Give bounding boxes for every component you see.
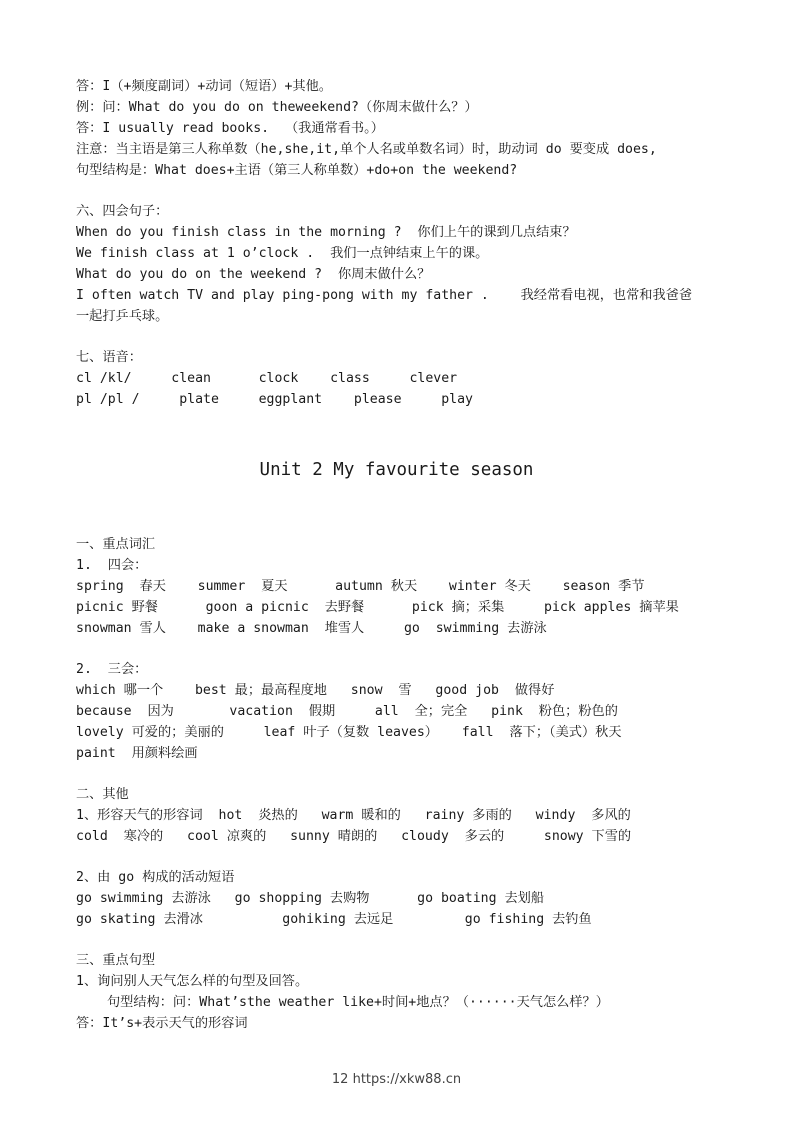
text-line: picnic 野餐 goon a picnic 去野餐 pick 摘；采集 pick apples 摘苹果: [76, 600, 679, 615]
text-line: What do you do on the weekend ? 你周末做什么？: [76, 267, 431, 282]
text-line: When do you finish class in the morning ? 你们上午的课到几点结束？: [76, 225, 576, 240]
text-line: 1、形容天气的形容词 hot 炎热的 warm 暖和的 rainy 多雨的 windy 多风的: [76, 808, 631, 823]
text-line: cl /kl/ clean clock class clever: [76, 371, 458, 386]
text-line: 2. 三会：: [76, 662, 148, 677]
page-footer: 12 https://xkw88.cn: [331, 1072, 462, 1087]
text-line: 句型结构是：What does+主语（第三人称单数）+do+on the weekend?: [76, 163, 518, 178]
section-heading: 二、其他: [76, 787, 129, 802]
unit-title: Unit 2 My favourite season: [259, 460, 534, 480]
text-line: paint 用颜料绘画: [76, 746, 198, 761]
text-line: 答：I（+频度副词）+动词（短语）+其他。: [76, 79, 332, 94]
text-line: We finish class at 1 o’clock . 我们一点钟结束上午的课。: [76, 246, 489, 261]
text-line: go swimming 去游泳 go shopping 去购物 go boating 去划船: [76, 891, 545, 906]
text-line: 2、由 go 构成的活动短语: [76, 870, 235, 885]
text-line: cold 寒冷的 cool 凉爽的 sunny 晴朗的 cloudy 多云的 snowy 下雪的: [76, 829, 632, 844]
text-line: which 哪一个 best 最；最高程度地 snow 雪 good job 做得好: [76, 683, 555, 698]
text-line: because 因为 vacation 假期 all 全；完全 pink 粉色；粉色的: [76, 704, 618, 719]
section-heading: 三、重点句型: [76, 953, 156, 968]
text-line: 1、询问别人天气怎么样的句型及回答。: [76, 974, 309, 989]
text-line: pl /pl / plate eggplant please play: [76, 392, 473, 407]
section-heading: 六、四会句子：: [76, 204, 169, 219]
text-line: 1. 四会：: [76, 558, 148, 573]
text-line: 例：问：What do you do on theweekend?（你周末做什么？）: [76, 100, 478, 115]
text-line: 注意：当主语是第三人称单数（he,she,it,单个人名或单数名词）时，助动词 do 要变成 does,: [76, 142, 657, 157]
text-line: 句型结构：问：What’sthe weather like+时间+地点？（······天气怎么样？）: [107, 995, 609, 1010]
text-line: spring 春天 summer 夏天 autumn 秋天 winter 冬天 season 季节: [76, 579, 645, 594]
text-line: go skating 去滑冰 gohiking 去远足 go fishing 去钓鱼: [76, 912, 592, 927]
text-line: lovely 可爱的；美丽的 leaf 叶子（复数 leaves） fall 落下；（美式）秋天: [76, 725, 622, 740]
text-line: 答：It’s+表示天气的形容词: [76, 1016, 248, 1031]
text-line: 一起打乒乓球。: [76, 309, 169, 324]
text-line: snowman 雪人 make a snowman 堆雪人 go swimming 去游泳: [76, 621, 547, 636]
section-heading: 一、重点词汇: [76, 537, 156, 552]
section-heading: 七、语音：: [76, 350, 142, 365]
text-line: I often watch TV and play ping-pong with my father . 我经常看电视，也常和我爸爸: [76, 288, 693, 303]
text-line: 答：I usually read books. （我通常看书。）: [76, 121, 384, 136]
